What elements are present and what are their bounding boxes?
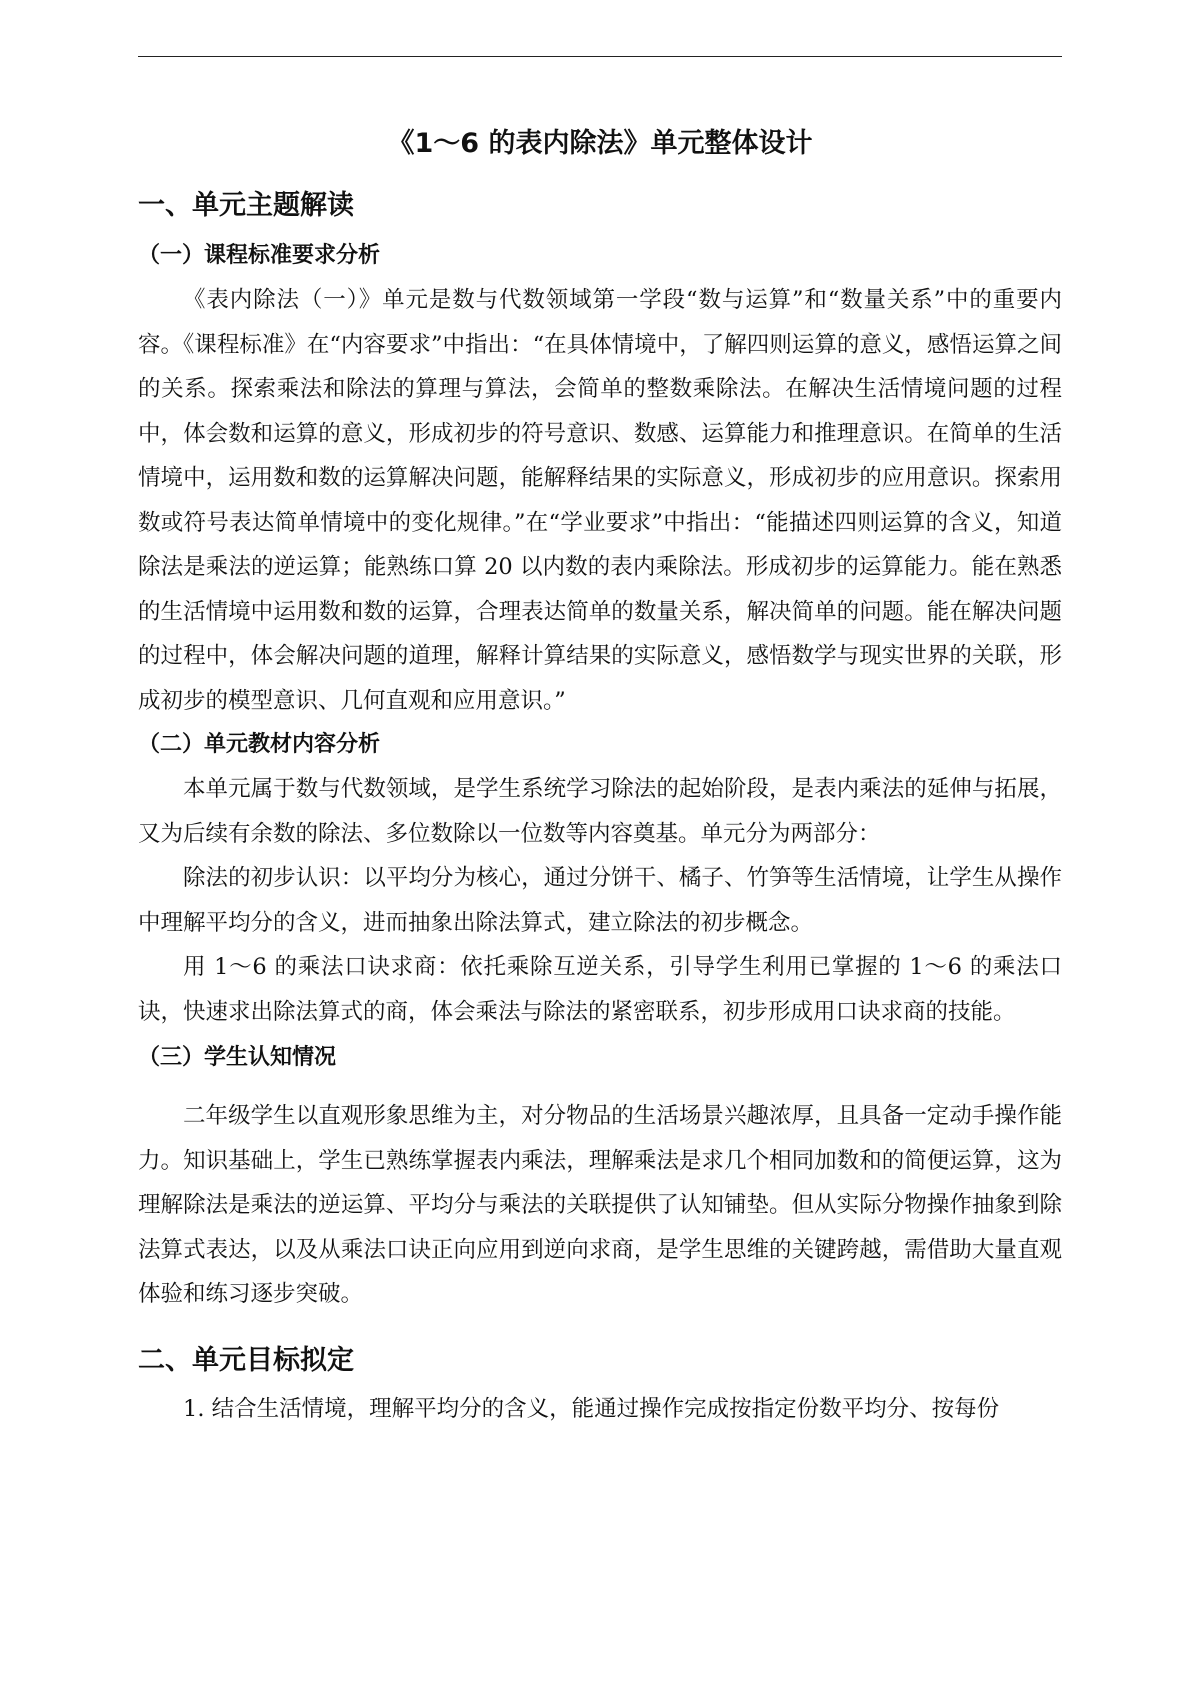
paragraph-content-part2: 用 1～6 的乘法口诀求商：依托乘除互逆关系，引导学生利用已掌握的 1～6 的乘法口诀，快速求出除法算式的商，体会乘法与除法的紧密联系，初步形成用口诀求商的技能。 [138, 954, 1062, 1025]
section-heading-1: 一、单元主题解读 [138, 190, 354, 221]
header-rule [138, 56, 1062, 57]
subsection-heading-curriculum: （一）课程标准要求分析 [138, 243, 381, 268]
subsection-heading-content: （二）单元教材内容分析 [138, 732, 381, 757]
paragraph-content-part1: 除法的初步认识：以平均分为核心，通过分饼干、橘子、竹笋等生活情境，让学生从操作中理解平均分的含义，进而抽象出除法算式，建立除法的初步概念。 [138, 865, 1062, 936]
document-body [138, 120, 1062, 1431]
paragraph-content-intro: 本单元属于数与代数领域，是学生系统学习除法的起始阶段，是表内乘法的延伸与拓展，又为后续有余数的除法、多位数除以一位数等内容奠基。单元分为两部分： [138, 776, 1062, 847]
paragraph-goal-1: 1. 结合生活情境，理解平均分的含义，能通过操作完成按指定份数平均分、按每份 [183, 1395, 1000, 1422]
paragraph-curriculum: 《表内除法（一）》单元是数与代数领域第一学段“数与运算”和“数量关系”中的重要内容。《课程标准》在“内容要求”中指出：“在具体情境中，了解四则运算的意义，感悟运算之间的关系。探索乘法和除法的算理与算法，会简单的整数乘除法。在解决生活情境问题的过程中，体会数和运算的意义，形成初步的符号意识、数感、运算能力和推理意识。在简单的生活情境中，运用数和数的运算解决问题，能解释结果的实际意义，形成初步的应用意识。探索用数或符号表达简单情境中的变化规律。”在“学业要求”中指出：“能描述四则运算的含义，知道除法是乘法的逆运算；能熟练口算 20 以内数的表内乘除法。形成初步的运算能力。能在熟悉的生活情境中运用数和数的运算，合理表达简单的数量关系，解决简单的问题。能在解决问题的过程中，体会解决问题的道理，解释计算结果的实际意义，感悟数学与现实世界的关联，形成初步的模型意识、几何直观和应用意识。” [138, 287, 1062, 714]
document-title: 《1～6 的表内除法》单元整体设计 [387, 128, 813, 159]
subsection-heading-cognition: （三）学生认知情况 [138, 1045, 337, 1070]
paragraph-cognition: 二年级学生以直观形象思维为主，对分物品的生活场景兴趣浓厚，且具备一定动手操作能力。知识基础上，学生已熟练掌握表内乘法，理解乘法是求几个相同加数和的简便运算，这为理解除法是乘法的逆运算、平均分与乘法的关联提供了认知铺垫。但从实际分物操作抽象到除法算式表达，以及从乘法口诀正向应用到逆向求商，是学生思维的关键跨越，需借助大量直观体验和练习逐步突破。 [138, 1103, 1062, 1307]
section-heading-2: 二、单元目标拟定 [138, 1344, 354, 1376]
